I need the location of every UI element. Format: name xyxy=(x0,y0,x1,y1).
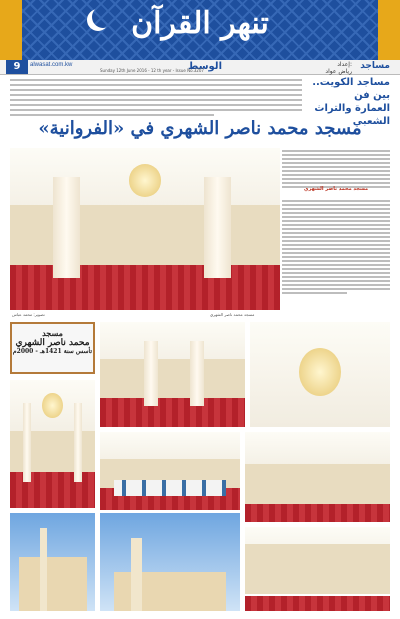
banner-right-edge xyxy=(378,0,400,60)
page-number: 9 xyxy=(6,60,28,74)
section-label: مساجد xyxy=(360,61,390,71)
gallery-photo-arcade xyxy=(10,380,95,508)
headline: مسجد محمد ناصر الشهري في «الفروانية» xyxy=(38,118,362,139)
signboard-line-2: محمد ناصر الشهري xyxy=(15,338,90,348)
newspaper-logo: الوسط xyxy=(188,61,222,72)
article-subhead: مسجد محمد ناصر الشهري xyxy=(303,186,369,192)
kicker xyxy=(306,76,390,127)
masthead-banner xyxy=(0,0,400,60)
mosque-signboard-photo xyxy=(10,322,95,374)
prepared-by xyxy=(325,61,352,75)
gallery-photo-exterior-2 xyxy=(100,513,240,611)
banner-left-edge xyxy=(0,0,22,60)
intro-paragraph xyxy=(10,76,302,118)
website: alwasat.com.kw xyxy=(30,62,73,68)
main-hall-photo xyxy=(10,148,280,310)
gallery-photo-exterior-1 xyxy=(10,513,95,611)
signboard-line-1: مسجد xyxy=(42,328,63,338)
dateline: Sunday 12th June 2016 - 12 th year - Issue No.3207 xyxy=(100,68,204,73)
kicker-line-2: العمارة والتراث الشعبي xyxy=(314,103,390,127)
prepared-by-name: رياض عواد xyxy=(325,68,352,75)
prepared-by-label: إعداد: xyxy=(337,61,352,68)
gallery-photo-doors xyxy=(245,527,390,611)
gallery-photo-chandelier xyxy=(250,322,390,427)
gallery-photo-worshippers xyxy=(100,432,240,510)
photo-credit: تصوير: محمد عباس xyxy=(12,312,45,317)
signboard-line-3: تأسس سنة 1421هـ - 2000م xyxy=(12,348,93,355)
main-photo-caption: مسجد محمد ناصر الشهري xyxy=(210,312,255,317)
kicker-line-1: مساجد الكويت.. بين فن xyxy=(312,77,390,101)
masthead-title: تنهر القرآن xyxy=(131,6,269,41)
gallery-photo-mihrab xyxy=(245,432,390,522)
article-column xyxy=(282,148,390,318)
gallery-photo-hall xyxy=(100,322,245,427)
